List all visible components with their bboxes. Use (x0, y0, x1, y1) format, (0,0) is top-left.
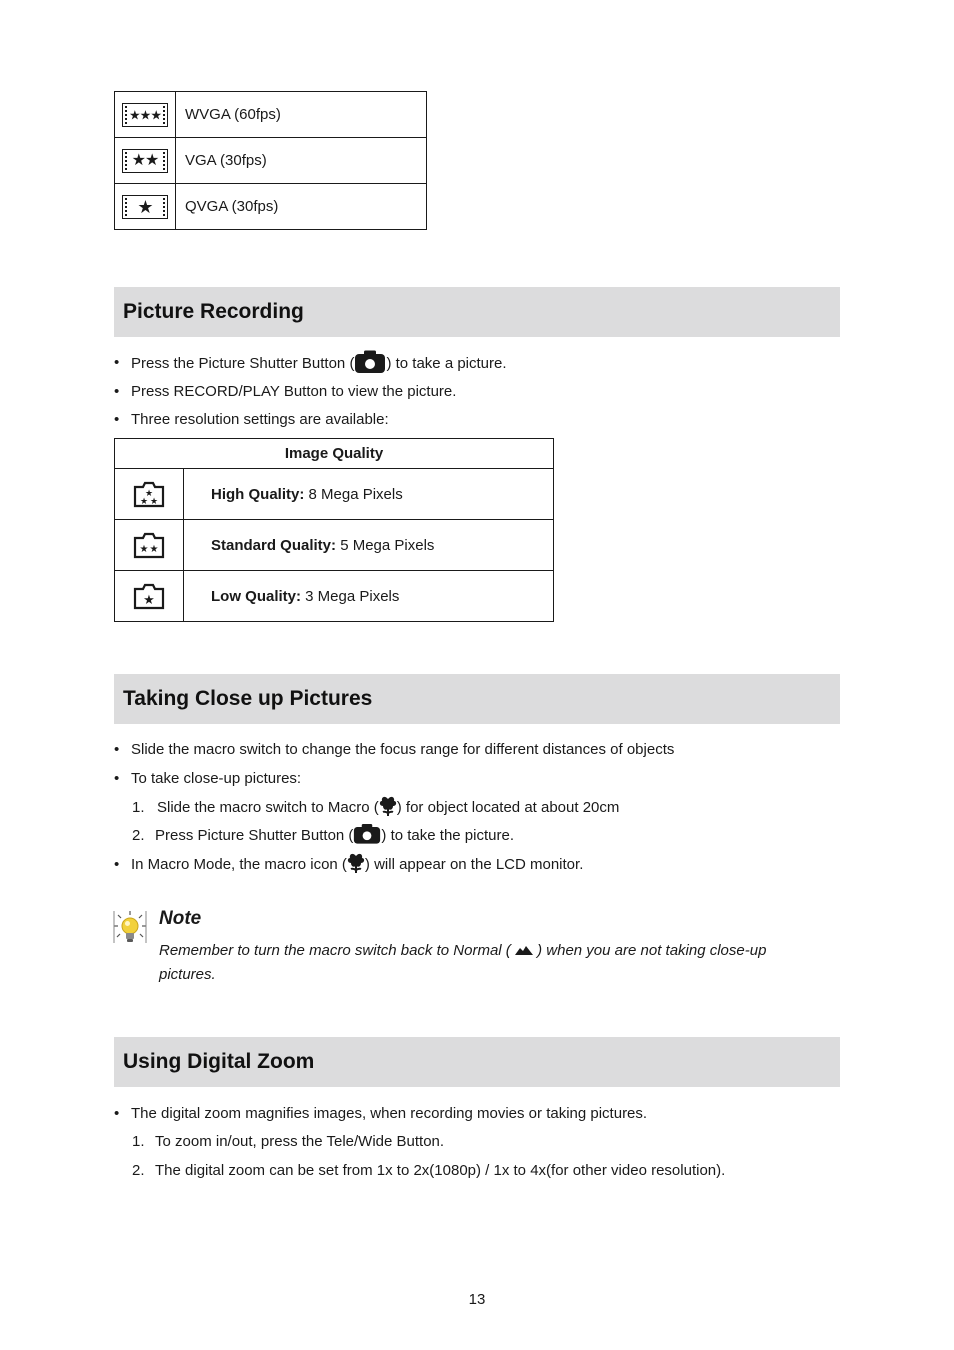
table-row: ★ Low Quality: 3 Mega Pixels (115, 571, 554, 622)
table-row: ★ ★ ★ High Quality: 8 Mega Pixels (115, 469, 554, 520)
svg-text:★: ★ (149, 543, 159, 555)
film-two-stars-icon: ★★ (122, 149, 168, 173)
camera-shutter-icon (353, 823, 381, 845)
table-row (115, 138, 427, 184)
svg-text:★: ★ (149, 495, 159, 506)
camera-one-star-icon (133, 583, 165, 610)
table-header: Image Quality (115, 439, 554, 469)
film-three-stars-icon: ★★★ (122, 103, 168, 127)
page-number: 13 (468, 1291, 486, 1308)
svg-text:★: ★ (144, 487, 154, 498)
video-resolution-table (114, 91, 427, 230)
macro-flower-icon (347, 852, 365, 874)
svg-text:★: ★ (139, 495, 149, 506)
resolution-label: VGA (30fps) (176, 138, 427, 184)
section-header-picture-recording (114, 287, 840, 337)
camera-three-stars-icon (133, 481, 165, 508)
note-title: Note (159, 908, 202, 929)
svg-text:★: ★ (143, 591, 155, 607)
section-title: Picture Recording (123, 300, 304, 323)
section-header-digital-zoom (114, 1037, 840, 1087)
list-item: 1. To zoom in/out, press the Tele/Wide Button. (132, 1133, 445, 1150)
lightbulb-note-icon (112, 909, 148, 945)
camera-two-stars-icon (133, 532, 165, 559)
section-title: Taking Close up Pictures (123, 687, 373, 710)
list-item: 2. The digital zoom can be set from 1x to 2x(1080p) / 1x to 4x(for other video resolution). (132, 1162, 726, 1179)
table-header-row (115, 439, 554, 469)
macro-flower-icon (379, 795, 397, 817)
resolution-label: WVGA (60fps) (176, 92, 427, 138)
table-row (115, 184, 427, 230)
svg-text:★: ★ (139, 543, 149, 555)
image-quality-table (114, 438, 554, 622)
list-item: 1. Slide the macro switch to Macro ( ) for object located at about 20cm (132, 799, 145, 816)
table-row: ★ ★ Standard Quality: 5 Mega Pixels (115, 520, 554, 571)
section-header-close-up (114, 674, 840, 724)
film-one-star-icon: ★ (122, 195, 168, 219)
note-body: Remember to turn the macro switch back to Normal ( ) when you are not taking close-up pictures. (159, 942, 767, 983)
camera-shutter-icon (354, 350, 386, 374)
table-row (115, 92, 427, 138)
list-item: 2. Press Picture Shutter Button ( ) to take the picture. (132, 827, 145, 844)
mountain-normal-icon (515, 944, 533, 956)
section-title: Using Digital Zoom (123, 1050, 315, 1073)
resolution-label: QVGA (30fps) (176, 184, 427, 230)
